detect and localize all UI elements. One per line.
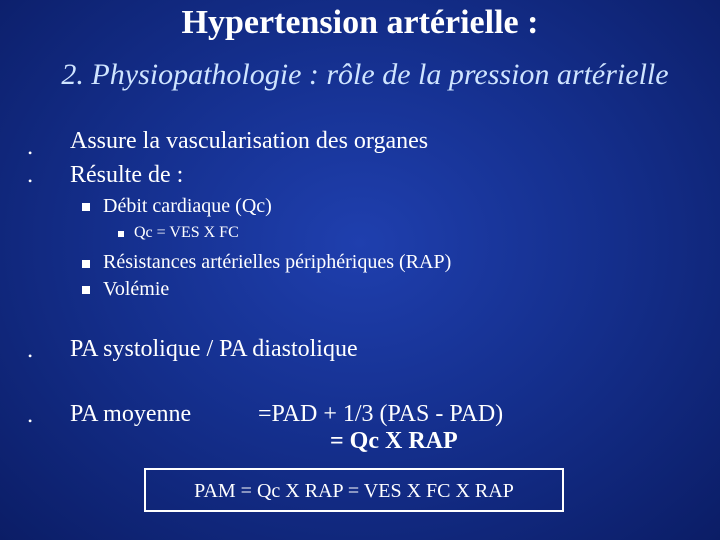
slide-subtitle: 2. Physiopathologie : rôle de la pression artérielle	[61, 58, 669, 91]
bullet-dot: •	[28, 349, 33, 363]
pam-formula-text: PAM = Qc X RAP = VES X FC X RAP	[194, 480, 514, 502]
bullet-dot: •	[28, 146, 33, 160]
bullet-dot: •	[28, 174, 33, 188]
bullet-pa-moyenne: PA moyenne	[70, 401, 192, 427]
square-bullet-icon	[82, 286, 90, 294]
bullet-assure: Assure la vascularisation des organes	[70, 128, 429, 154]
square-bullet-icon	[118, 231, 124, 237]
bullet-pa-systolique: PA systolique / PA diastolique	[70, 336, 358, 362]
square-bullet-icon	[82, 260, 90, 268]
sub-bullet-debit: Débit cardiaque (Qc)	[103, 195, 272, 217]
square-bullet-icon	[82, 203, 90, 211]
subsub-bullet-qc: Qc = VES X FC	[134, 224, 239, 241]
formula-pad: =PAD + 1/3 (PAS - PAD)	[258, 401, 504, 427]
bullet-dot: •	[28, 414, 33, 428]
sub-bullet-volemie: Volémie	[103, 278, 170, 300]
slide-title: Hypertension artérielle :	[181, 4, 539, 41]
bullet-resulte: Résulte de :	[70, 162, 184, 188]
sub-bullet-rap: Résistances artérielles périphériques (RAP)	[103, 251, 452, 273]
formula-qc-rap: = Qc X RAP	[330, 428, 458, 454]
